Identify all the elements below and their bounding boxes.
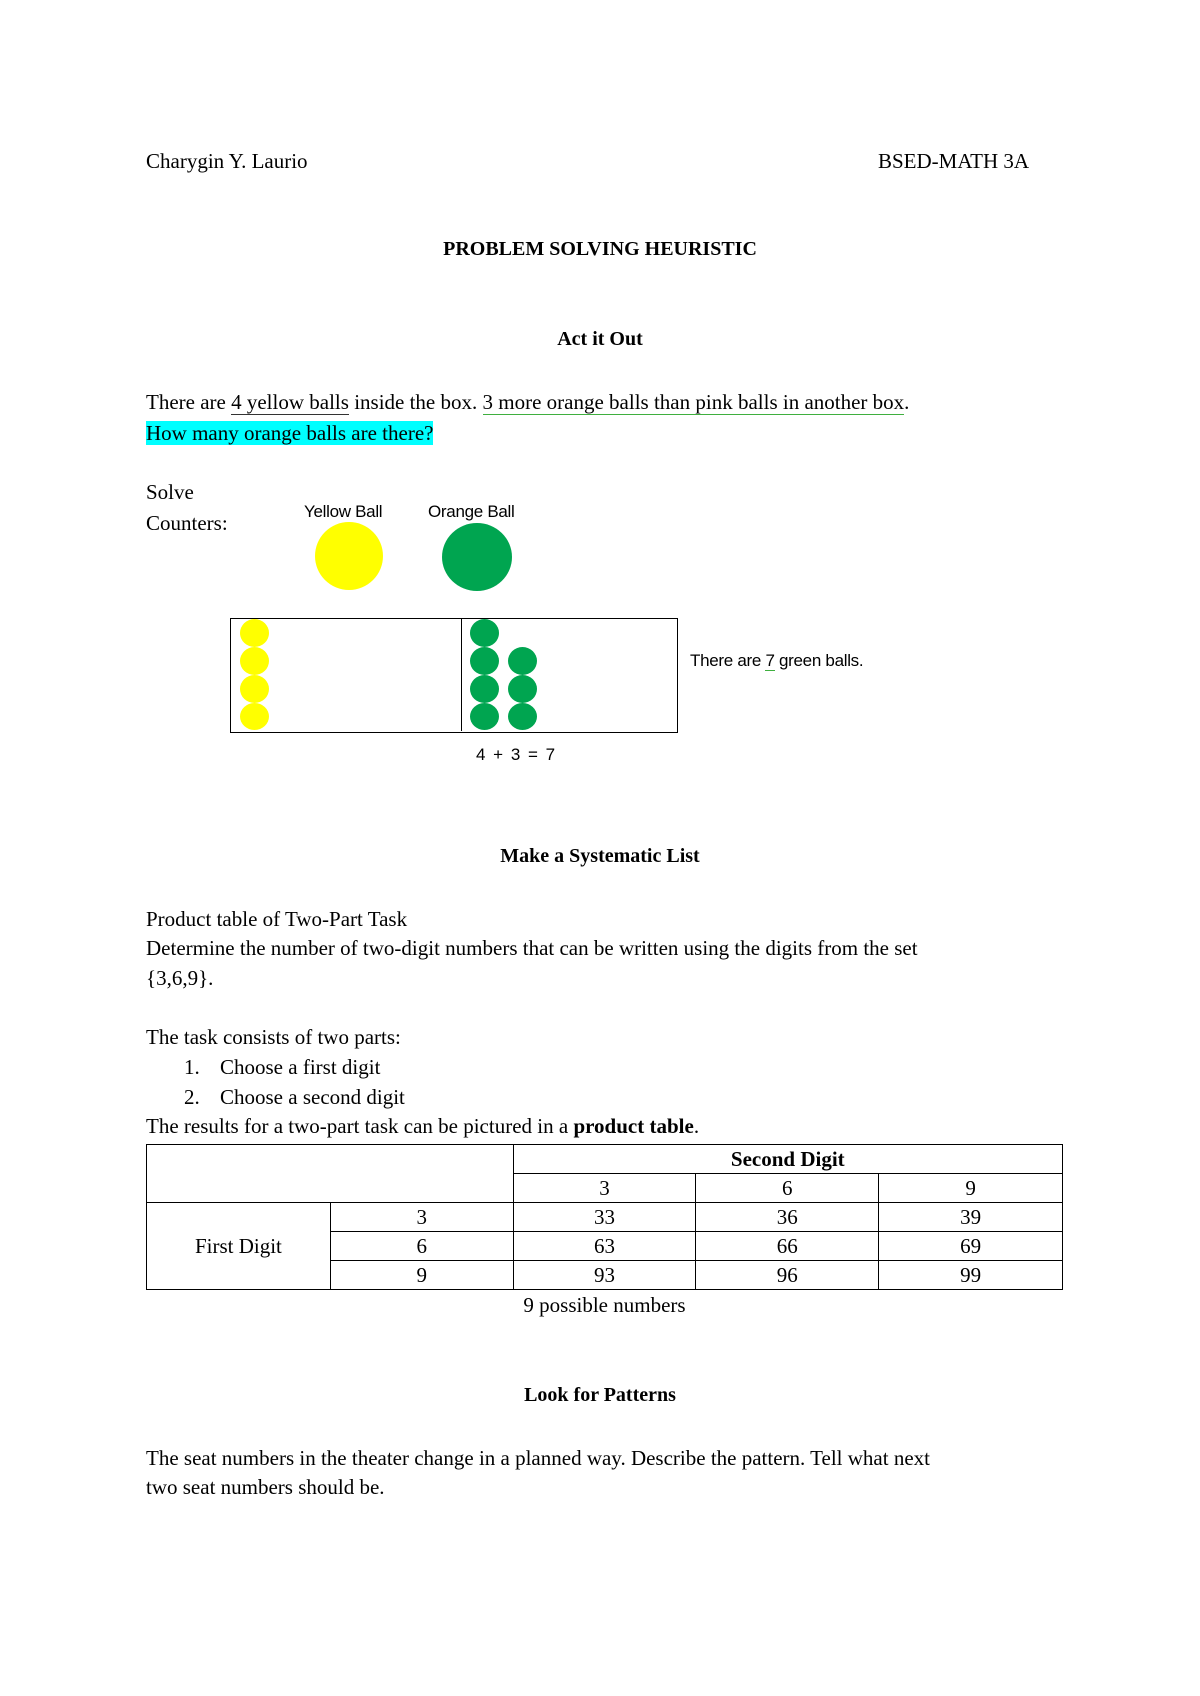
step-2-text: Choose a second digit (220, 1085, 405, 1109)
solve-label: Solve (146, 480, 194, 504)
yellow-counter (240, 675, 269, 703)
problem-part-d: 3 more orange balls than pink balls in another box (482, 390, 905, 414)
green-counter (470, 703, 499, 730)
course-code: BSED-MATH 3A (878, 149, 1030, 173)
counters-label: Counters: (146, 511, 228, 535)
patterns-line-1: The seat numbers in the theater change in a planned way. Describe the pattern. Tell what next (146, 1446, 930, 1470)
green-counter (470, 647, 499, 675)
author-name: Charygin Y. Laurio (146, 149, 308, 173)
patterns-heading: Look for Patterns (524, 1384, 676, 1406)
table-cell: 69 (879, 1232, 1063, 1261)
orange-ball-counter (442, 523, 512, 591)
counting-box (230, 618, 678, 733)
yellow-ball-counter (315, 522, 383, 590)
table-cell: 33 (513, 1203, 696, 1232)
box-divider (461, 619, 462, 731)
yellow-counter (240, 619, 269, 647)
act-question (146, 418, 433, 448)
table-cell: 96 (696, 1261, 879, 1290)
table-cell: 63 (513, 1232, 696, 1261)
yellow-counter (240, 703, 269, 730)
list-subtitle: Product table of Two-Part Task (146, 907, 408, 931)
green-counter (508, 675, 537, 703)
results-part-a: The results for a two-part task can be pictured in a (146, 1114, 574, 1138)
row-header: 3 (330, 1203, 513, 1232)
table-cell: 39 (879, 1203, 1063, 1232)
row-header: 9 (330, 1261, 513, 1290)
green-counter (508, 647, 537, 675)
problem-part-a: There are (146, 390, 232, 414)
table-cell: 99 (879, 1261, 1063, 1290)
table-cell: 93 (513, 1261, 696, 1290)
step-1-text: Choose a first digit (220, 1055, 381, 1079)
patterns-line-2: two seat numbers should be. (146, 1475, 385, 1499)
problem-part-b: 4 yellow balls (231, 390, 349, 414)
yellow-counter (240, 647, 269, 675)
green-counter (470, 675, 499, 703)
list-problem-line-1: Determine the number of two-digit numbers that can be written using the digits from the set (146, 936, 918, 960)
equation: 4 + 3 = 7 (476, 745, 556, 764)
green-counter (470, 619, 499, 647)
results-part-c: . (693, 1114, 700, 1138)
problem-part-c: inside the box. (348, 390, 483, 414)
table-cell: 36 (696, 1203, 879, 1232)
column-header: 9 (879, 1174, 1063, 1203)
list-problem-line-2: {3,6,9}. (146, 966, 214, 990)
green-counter (508, 703, 537, 730)
page-title: PROBLEM SOLVING HEURISTIC (443, 238, 757, 260)
first-digit-header: First Digit (147, 1203, 331, 1290)
results-text (146, 1111, 699, 1141)
task-intro: The task consists of two parts: (146, 1025, 401, 1049)
step-2-number: 2. (184, 1085, 200, 1109)
orange-ball-label: Orange Ball (428, 502, 515, 521)
yellow-ball-label: Yellow Ball (304, 502, 383, 521)
second-digit-header: Second Digit (513, 1145, 1062, 1174)
table-corner-cell (147, 1145, 514, 1203)
results-bold: product table (573, 1114, 694, 1138)
table-summary: 9 possible numbers (523, 1293, 686, 1317)
column-header: 3 (513, 1174, 696, 1203)
question-highlight: How many orange balls are there? (146, 421, 434, 445)
table-cell: 66 (696, 1232, 879, 1261)
act-result (690, 651, 863, 671)
result-part-c: green balls. (774, 651, 864, 670)
act-problem-text (146, 387, 909, 417)
row-header: 6 (330, 1232, 513, 1261)
result-part-a: There are (690, 651, 766, 670)
table-row (147, 1145, 1063, 1174)
systematic-list-heading: Make a Systematic List (500, 845, 700, 867)
result-count: 7 (765, 651, 775, 670)
table-row (147, 1203, 1063, 1232)
problem-part-e: . (904, 390, 910, 414)
act-it-out-heading: Act it Out (557, 328, 643, 350)
product-table (146, 1144, 1063, 1290)
step-1-number: 1. (184, 1055, 200, 1079)
column-header: 6 (696, 1174, 879, 1203)
